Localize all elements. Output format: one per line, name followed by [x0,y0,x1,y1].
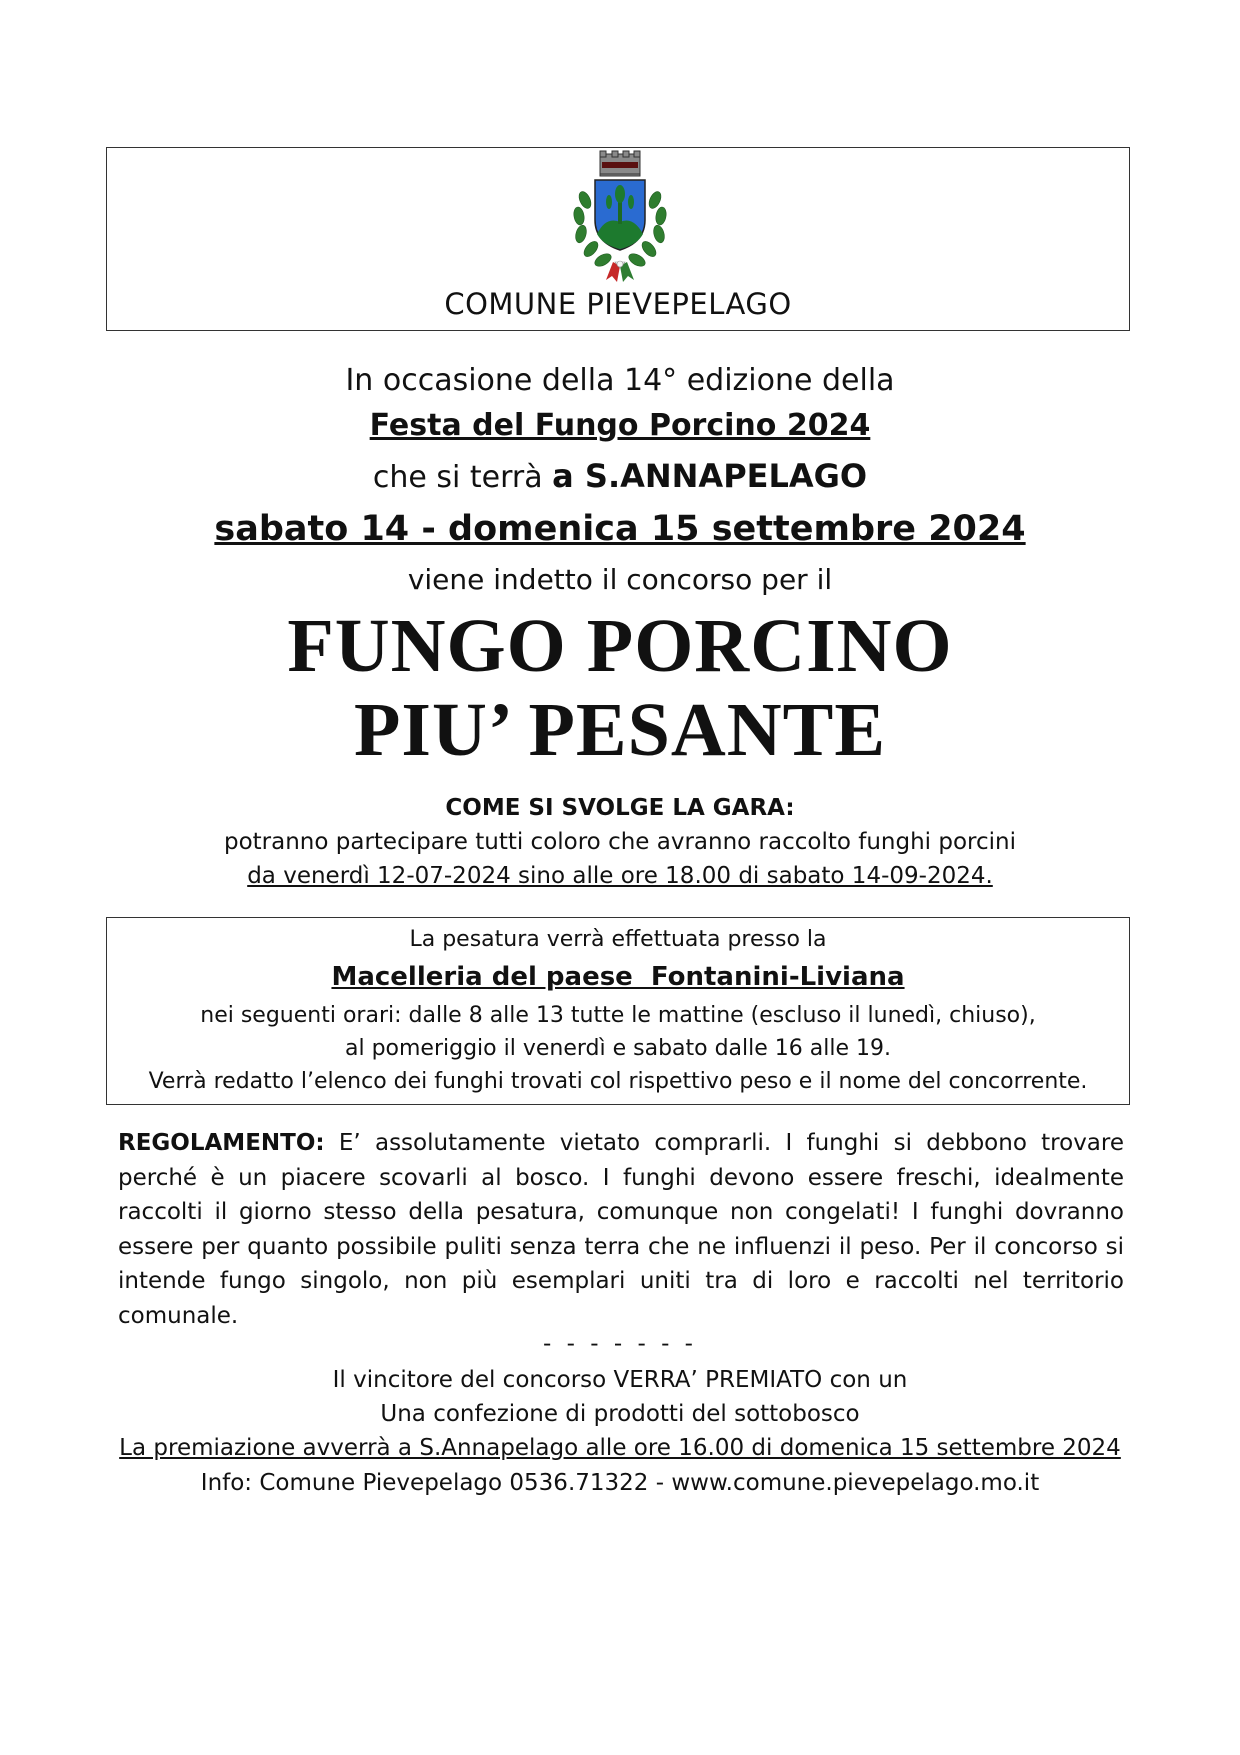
rules-paragraph [118,1126,1124,1333]
event-dates: sabato 14 - domenica 15 settembre 2024 [214,509,1026,549]
gara-line: potranno partecipare tutti coloro che avranno raccolto funghi porcini [223,829,1017,855]
prize-description: Una confezione di prodotti del sottobosco [380,1401,860,1427]
municipality-name: COMUNE PIEVEPELAGO [444,287,792,321]
contest-intro: viene indetto il concorso per il [407,563,833,596]
coat-of-arms-icon [561,150,679,285]
gara-heading: COME SI SVOLGE LA GARA: [445,795,795,821]
gara-period: da venerdì 12-07-2024 sino alle ore 18.00 di sabato 14-09-2024. [247,863,993,889]
weighing-afternoon: al pomeriggio il venerdì e sabato dalle 16 alle 19. [344,1036,891,1061]
separator: - - - - - - - [543,1331,697,1357]
ribbon-icon [606,261,634,282]
rules-label: REGOLAMENTO: [118,1130,325,1156]
weighing-note: Verrà redatto l’elenco dei funghi trovati col rispettivo peso e il nome del concorrente. [148,1069,1088,1094]
prize-line: Il vincitore del concorso VERRA’ PREMIATO con un [332,1367,908,1393]
main-title-line2: PIU’ PESANTE [353,688,887,772]
weighing-hours: nei seguenti orari: dalle 8 alle 13 tutte le mattine (escluso il lunedì, chiuso), [200,1003,1036,1028]
location: a S.ANNAPELAGO [552,457,868,495]
location-line [0,457,1240,495]
award-ceremony: La premiazione avverrà a S.Annapelago alle ore 16.00 di domenica 15 settembre 2024 [119,1435,1121,1461]
main-title-line1: FUNGO PORCINO [287,604,953,688]
rules-text: E’ assolutamente vietato comprarli. I funghi si debbono trovare perché è un piacere scovarli al bosco. I funghi devono essere freschi, idealmente raccolti il giorno stesso della pesatura, comunque non congelati! I funghi dovranno essere per quanto possibile puliti senza terra che ne influenzi il peso. Per il concorso si intende fungo singolo, non più esemplari uniti tra di loro e raccolti nel territorio comunale. [118,1130,1124,1329]
crown-icon [600,151,640,176]
festival-name: Festa del Fungo Porcino 2024 [369,408,871,443]
intro-line: In occasione della 14° edizione della [345,363,895,398]
weighing-place: Macelleria del paese Fontanini-Liviana [331,962,905,992]
location-prefix: che si terrà [372,460,543,495]
weighing-line: La pesatura verrà effettuata presso la [409,927,827,952]
contact-info: Info: Comune Pievepelago 0536.71322 - www.comune.pievepelago.mo.it [200,1470,1040,1496]
